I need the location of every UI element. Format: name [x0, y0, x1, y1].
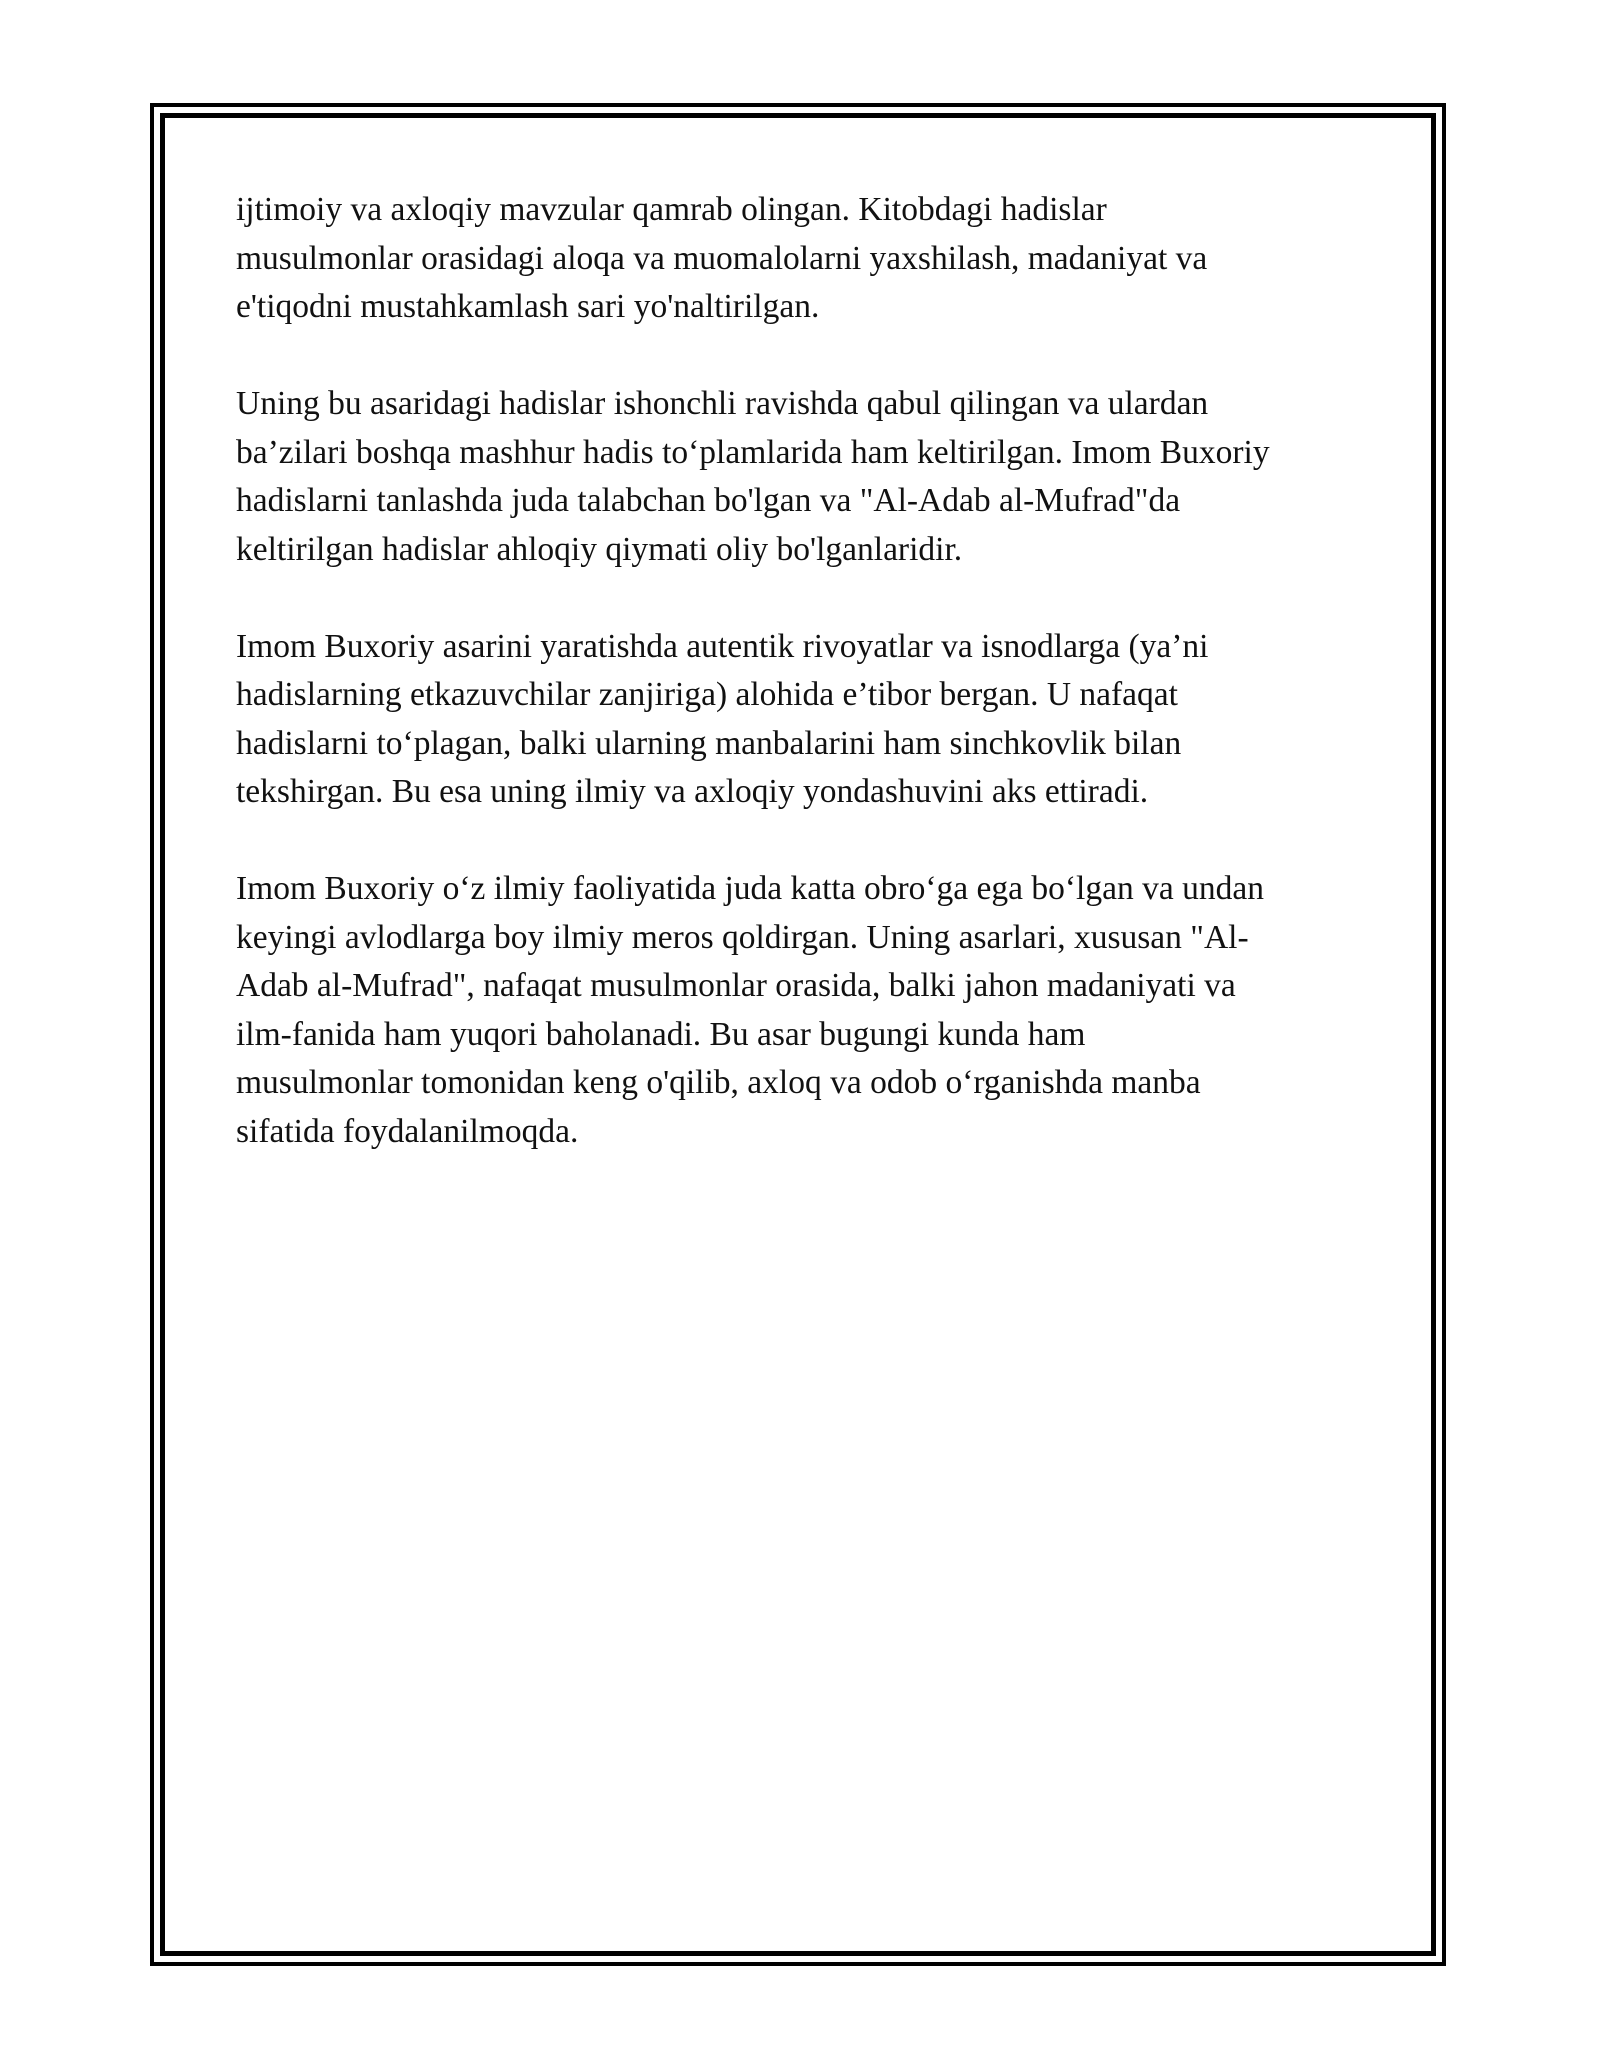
text-line: tekshirgan. Bu esa uning ilmiy va axloqiy yondashuvini aks ettiradi.	[236, 773, 1149, 810]
text-line: Imom Buxoriy asarini yaratishda autentik rivoyatlar va isnodlarga (ya’ni	[236, 627, 1209, 665]
text-line: Imom Buxoriy o‘z ilmiy faoliyatida juda katta obro‘ga ega bo‘lgan va undan	[236, 870, 1264, 907]
text-line: ilm-fanida ham yuqori baholanadi. Bu asar bugungi kunda ham	[236, 1015, 1086, 1053]
text-line: keyingi avlodlarga boy ilmiy meros qoldirgan. Uning asarlari, xususan "Al-	[236, 918, 1249, 956]
text-line: keltirilgan hadislar ahloqiy qiymati oliy bo'lganlaridir.	[236, 530, 963, 568]
text-line: hadislarning etkazuvchilar zanjiriga) alohida e’tibor bergan. U nafaqat	[236, 676, 1178, 713]
text-line: hadislarni to‘plagan, balki ularning manbalarini ham sinchkovlik bilan	[236, 724, 1182, 762]
text-line: ba’zilari boshqa mashhur hadis to‘plamlarida ham keltirilgan. Imom Buxoriy	[236, 433, 1270, 471]
paragraph-4	[236, 865, 1376, 1156]
text-line: musulmonlar tomonidan keng o'qilib, axloq va odob o‘rganishda manba	[236, 1064, 1201, 1101]
paragraph-3	[236, 623, 1376, 817]
document-body	[236, 186, 1376, 1205]
text-line: hadislarni tanlashda juda talabchan bo'lgan va "Al-Adab al-Mufrad"da	[236, 482, 1181, 519]
text-line: e'tiqodni mustahkamlash sari yo'naltirilgan.	[236, 288, 820, 325]
text-line: Adab al-Mufrad", nafaqat musulmonlar orasida, balki jahon madaniyati va	[236, 967, 1236, 1004]
paragraph-2	[236, 380, 1376, 574]
text-line: musulmonlar orasidagi aloqa va muomalolarni yaxshilash, madaniyat va	[236, 239, 1208, 277]
text-line: ijtimoiy va axloqiy mavzular qamrab olingan. Kitobdagi hadislar	[236, 191, 1107, 228]
text-line: Uning bu asaridagi hadislar ishonchli ravishda qabul qilingan va ulardan	[236, 385, 1209, 422]
paragraph-1	[236, 186, 1376, 332]
text-line: sifatida foydalanilmoqda.	[236, 1112, 579, 1150]
